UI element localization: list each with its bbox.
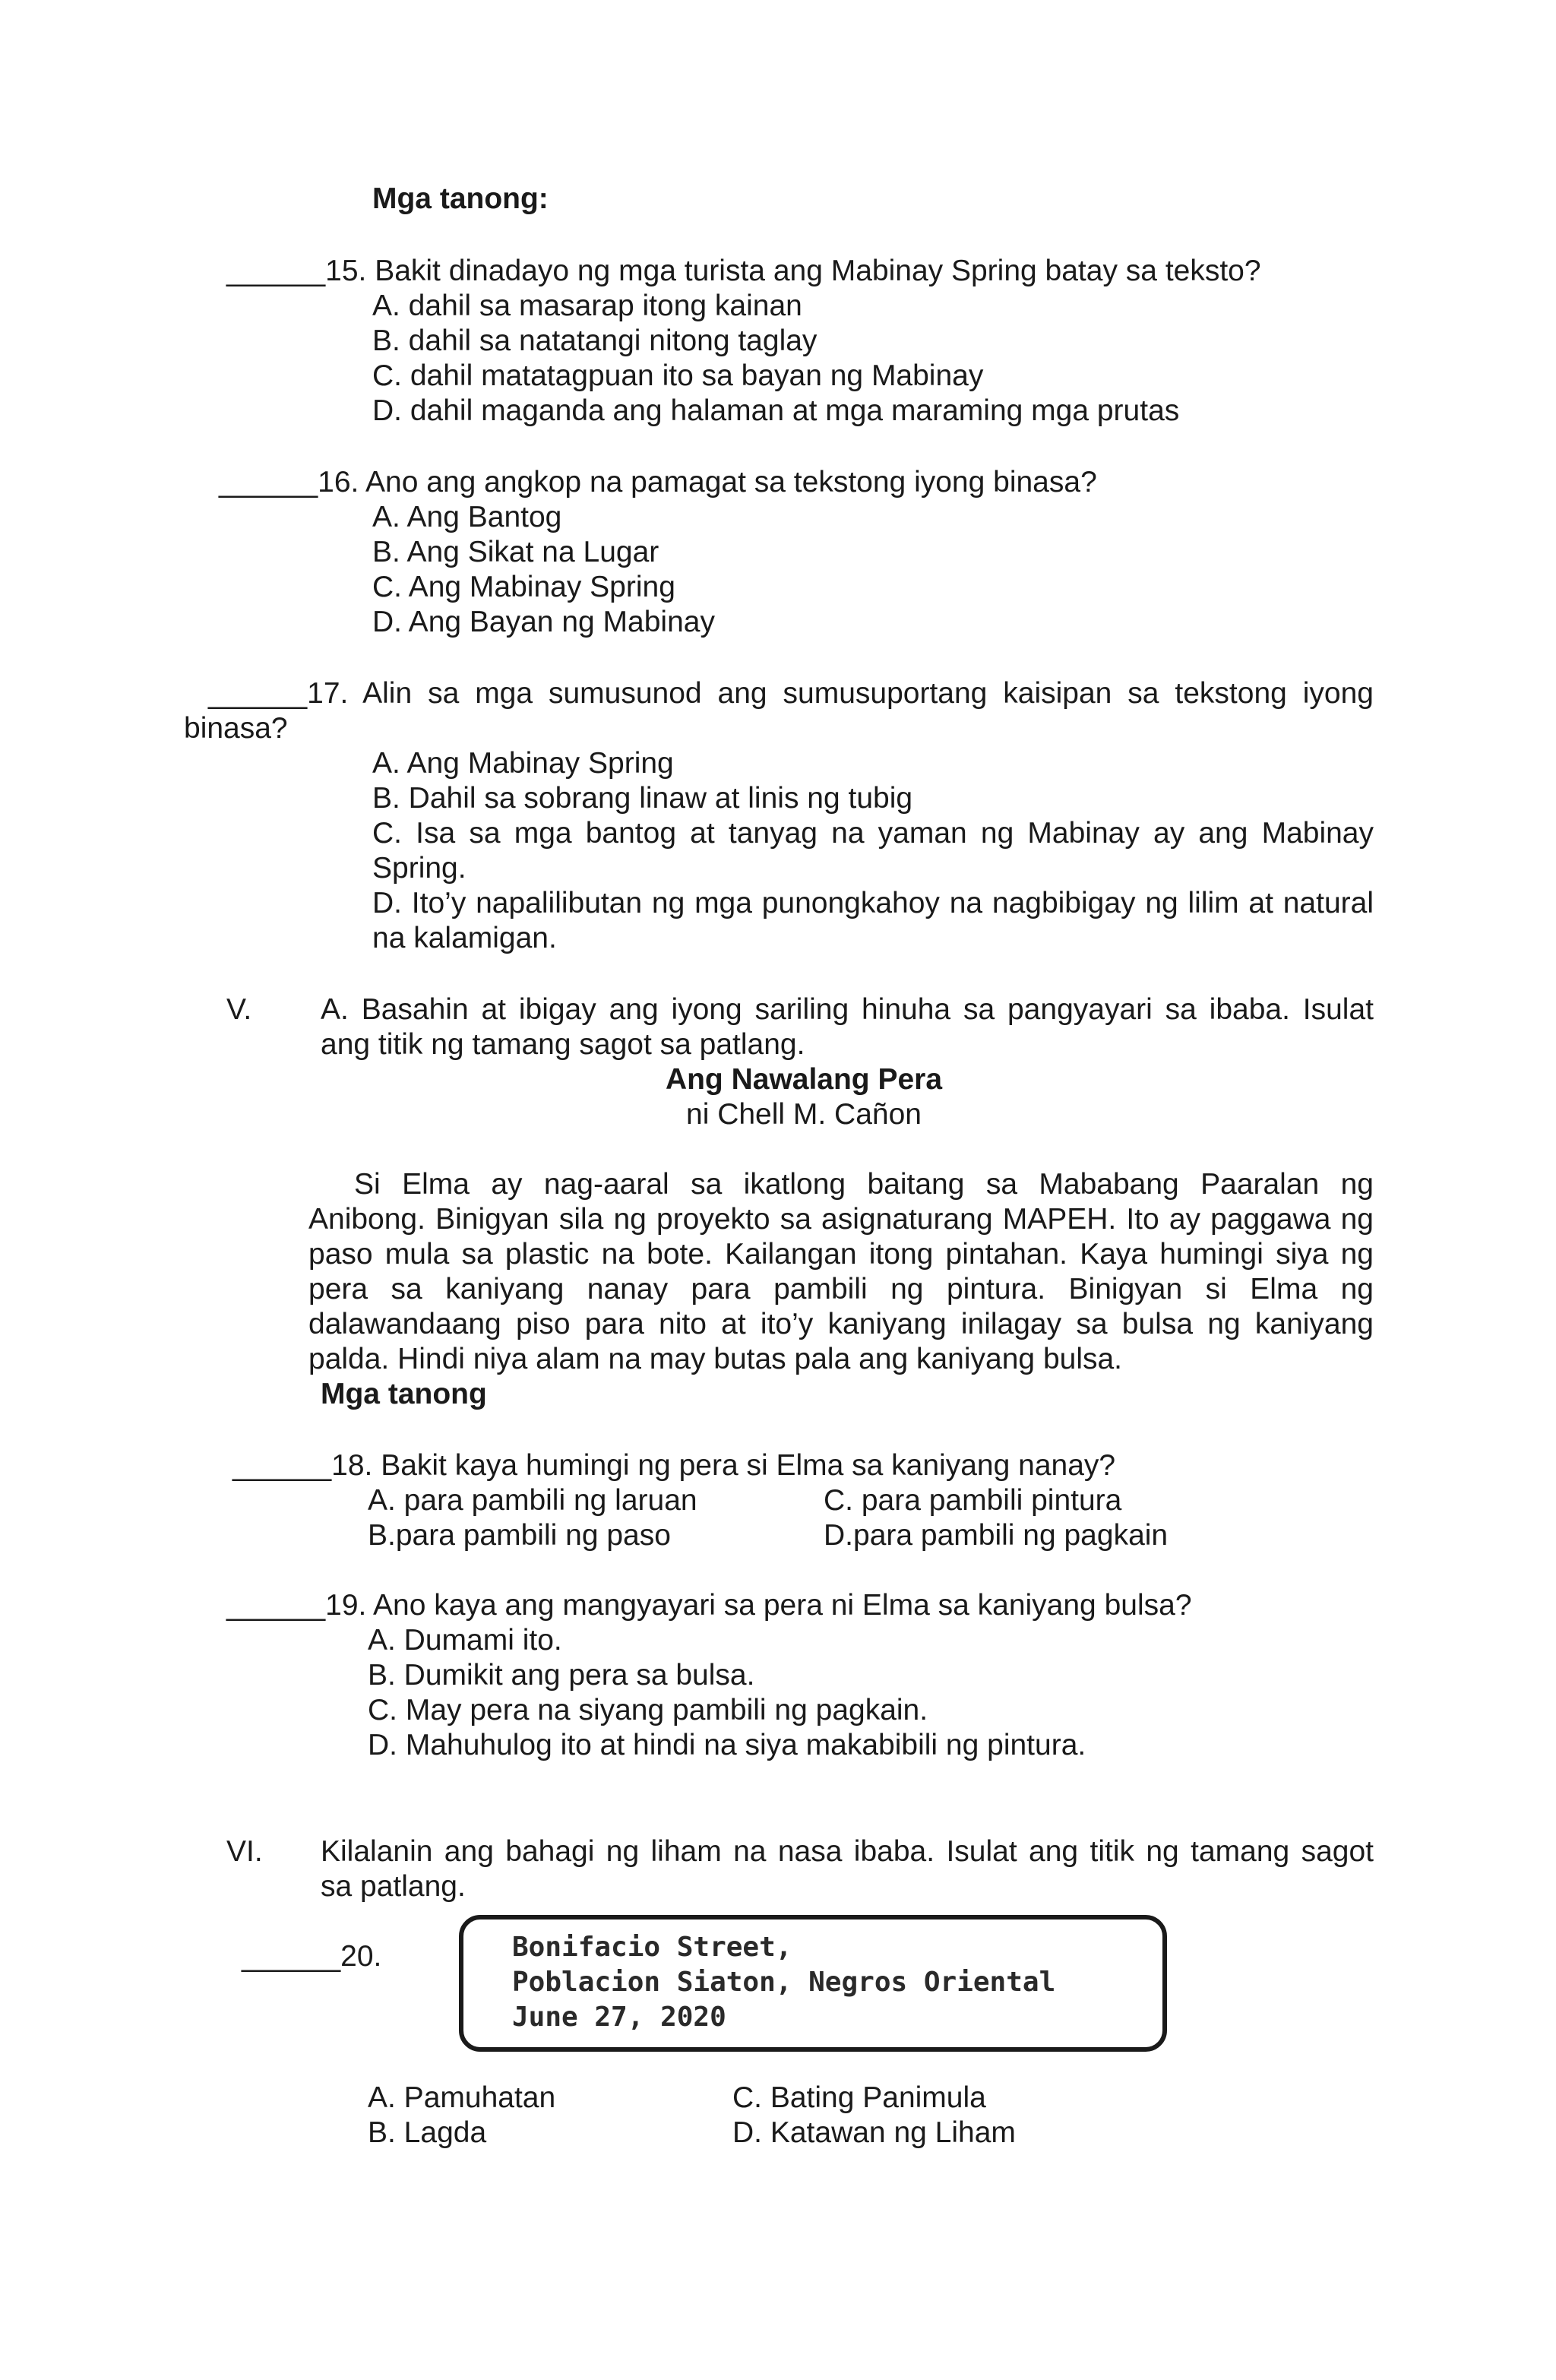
story-line-3: paso mula sa plastic na bote. Kailangan itong pintahan. Kaya humingi siya ng	[308, 1238, 1374, 1271]
question-15-stem: ______15. Bakit dinadayo ng mga turista ang Mabinay Spring batay sa teksto?	[226, 255, 1261, 287]
question-16-option-a: A. Ang Bantog	[372, 501, 562, 533]
story-questions-heading: Mga tanong	[321, 1378, 487, 1410]
questions-heading: Mga tanong:	[372, 182, 549, 215]
story-line-1: Si Elma ay nag-aaral sa ikatlong baitang sa Mababang Paaralan ng	[354, 1168, 1374, 1201]
question-17-option-b: B. Dahil sa sobrang linaw at linis ng tubig	[372, 782, 913, 815]
question-15-option-a: A. dahil sa masarap itong kainan	[372, 290, 802, 322]
question-17-option-a: A. Ang Mabinay Spring	[372, 747, 674, 780]
question-17-stem: ______17. Alin sa mga sumusunod ang sumusuportang kaisipan sa tekstong iyong	[208, 677, 1374, 710]
question-20-option-a: A. Pamuhatan	[368, 2081, 556, 2114]
letter-heading-line-2: Poblacion Siaton, Negros Oriental	[512, 1967, 1056, 1998]
question-15-option-c: C. dahil matatagpuan ito sa bayan ng Mabinay	[372, 359, 984, 392]
section-v-numeral: V.	[226, 993, 252, 1026]
question-19-option-b: B. Dumikit ang pera sa bulsa.	[368, 1659, 755, 1692]
question-16-option-b: B. Ang Sikat na Lugar	[372, 536, 659, 568]
question-20-option-c: C. Bating Panimula	[732, 2081, 986, 2114]
story-line-5: dalawandaang piso para nito at ito’y kaniyang inilagay sa bulsa ng kaniyang	[308, 1308, 1374, 1340]
question-17-option-c-cont: Spring.	[372, 852, 466, 885]
section-v-instruction: A. Basahin at ibigay ang iyong sariling hinuha sa pangyayari sa ibaba. Isulat	[321, 993, 1374, 1026]
question-18-option-d: D.para pambili ng pagkain	[824, 1519, 1169, 1552]
question-17-stem-cont: binasa?	[184, 712, 288, 745]
letter-heading-box	[459, 1915, 1167, 2052]
question-19-option-d: D. Mahuhulog ito at hindi na siya makabibili ng pintura.	[368, 1729, 1086, 1761]
story-line-6: palda. Hindi niya alam na may butas pala ang kaniyang bulsa.	[308, 1343, 1123, 1375]
question-20-option-d: D. Katawan ng Liham	[732, 2116, 1016, 2149]
story-title: Ang Nawalang Pera	[665, 1063, 943, 1096]
question-18-option-a: A. para pambili ng laruan	[368, 1484, 697, 1517]
question-20-stem: ______20.	[242, 1940, 382, 1973]
question-16-option-d: D. Ang Bayan ng Mabinay	[372, 606, 715, 638]
story-author: ni Chell M. Cañon	[686, 1098, 922, 1131]
question-18-option-b: B.para pambili ng paso	[368, 1519, 671, 1552]
letter-heading-line-3: June 27, 2020	[512, 2002, 726, 2033]
question-19-stem: ______19. Ano kaya ang mangyayari sa pera ni Elma sa kaniyang bulsa?	[226, 1589, 1192, 1622]
section-vi-instruction-cont: sa patlang.	[321, 1870, 466, 1903]
question-20-option-b: B. Lagda	[368, 2116, 487, 2149]
question-19-option-c: C. May pera na siyang pambili ng pagkain.	[368, 1694, 928, 1726]
question-19-option-a: A. Dumami ito.	[368, 1624, 562, 1657]
question-18-option-c: C. para pambili pintura	[824, 1484, 1122, 1517]
letter-heading-line-1: Bonifacio Street,	[512, 1932, 792, 1963]
question-16-option-c: C. Ang Mabinay Spring	[372, 571, 675, 603]
question-17-option-d: D. Ito’y napalilibutan ng mga punongkahoy na nagbibigay ng lilim at natural	[372, 887, 1374, 919]
question-15-option-d: D. dahil maganda ang halaman at mga maraming mga prutas	[372, 394, 1180, 427]
story-line-4: pera sa kaniyang nanay para pambili ng pintura. Binigyan si Elma ng	[308, 1273, 1374, 1306]
section-vi-numeral: VI.	[226, 1835, 263, 1868]
question-17-option-d-cont: na kalamigan.	[372, 922, 557, 954]
section-v-instruction-cont: ang titik ng tamang sagot sa patlang.	[321, 1028, 805, 1061]
question-18-stem: ______18. Bakit kaya humingi ng pera si Elma sa kaniyang nanay?	[232, 1449, 1116, 1482]
question-15-option-b: B. dahil sa natatangi nitong taglay	[372, 324, 818, 357]
question-17-option-c: C. Isa sa mga bantog at tanyag na yaman ng Mabinay ay ang Mabinay	[372, 817, 1374, 850]
question-16-stem: ______16. Ano ang angkop na pamagat sa tekstong iyong binasa?	[219, 466, 1097, 498]
story-line-2: Anibong. Binigyan sila ng proyekto sa asignaturang MAPEH. Ito ay paggawa ng	[308, 1203, 1374, 1236]
section-vi-instruction: Kilalanin ang bahagi ng liham na nasa ibaba. Isulat ang titik ng tamang sagot	[321, 1835, 1374, 1868]
